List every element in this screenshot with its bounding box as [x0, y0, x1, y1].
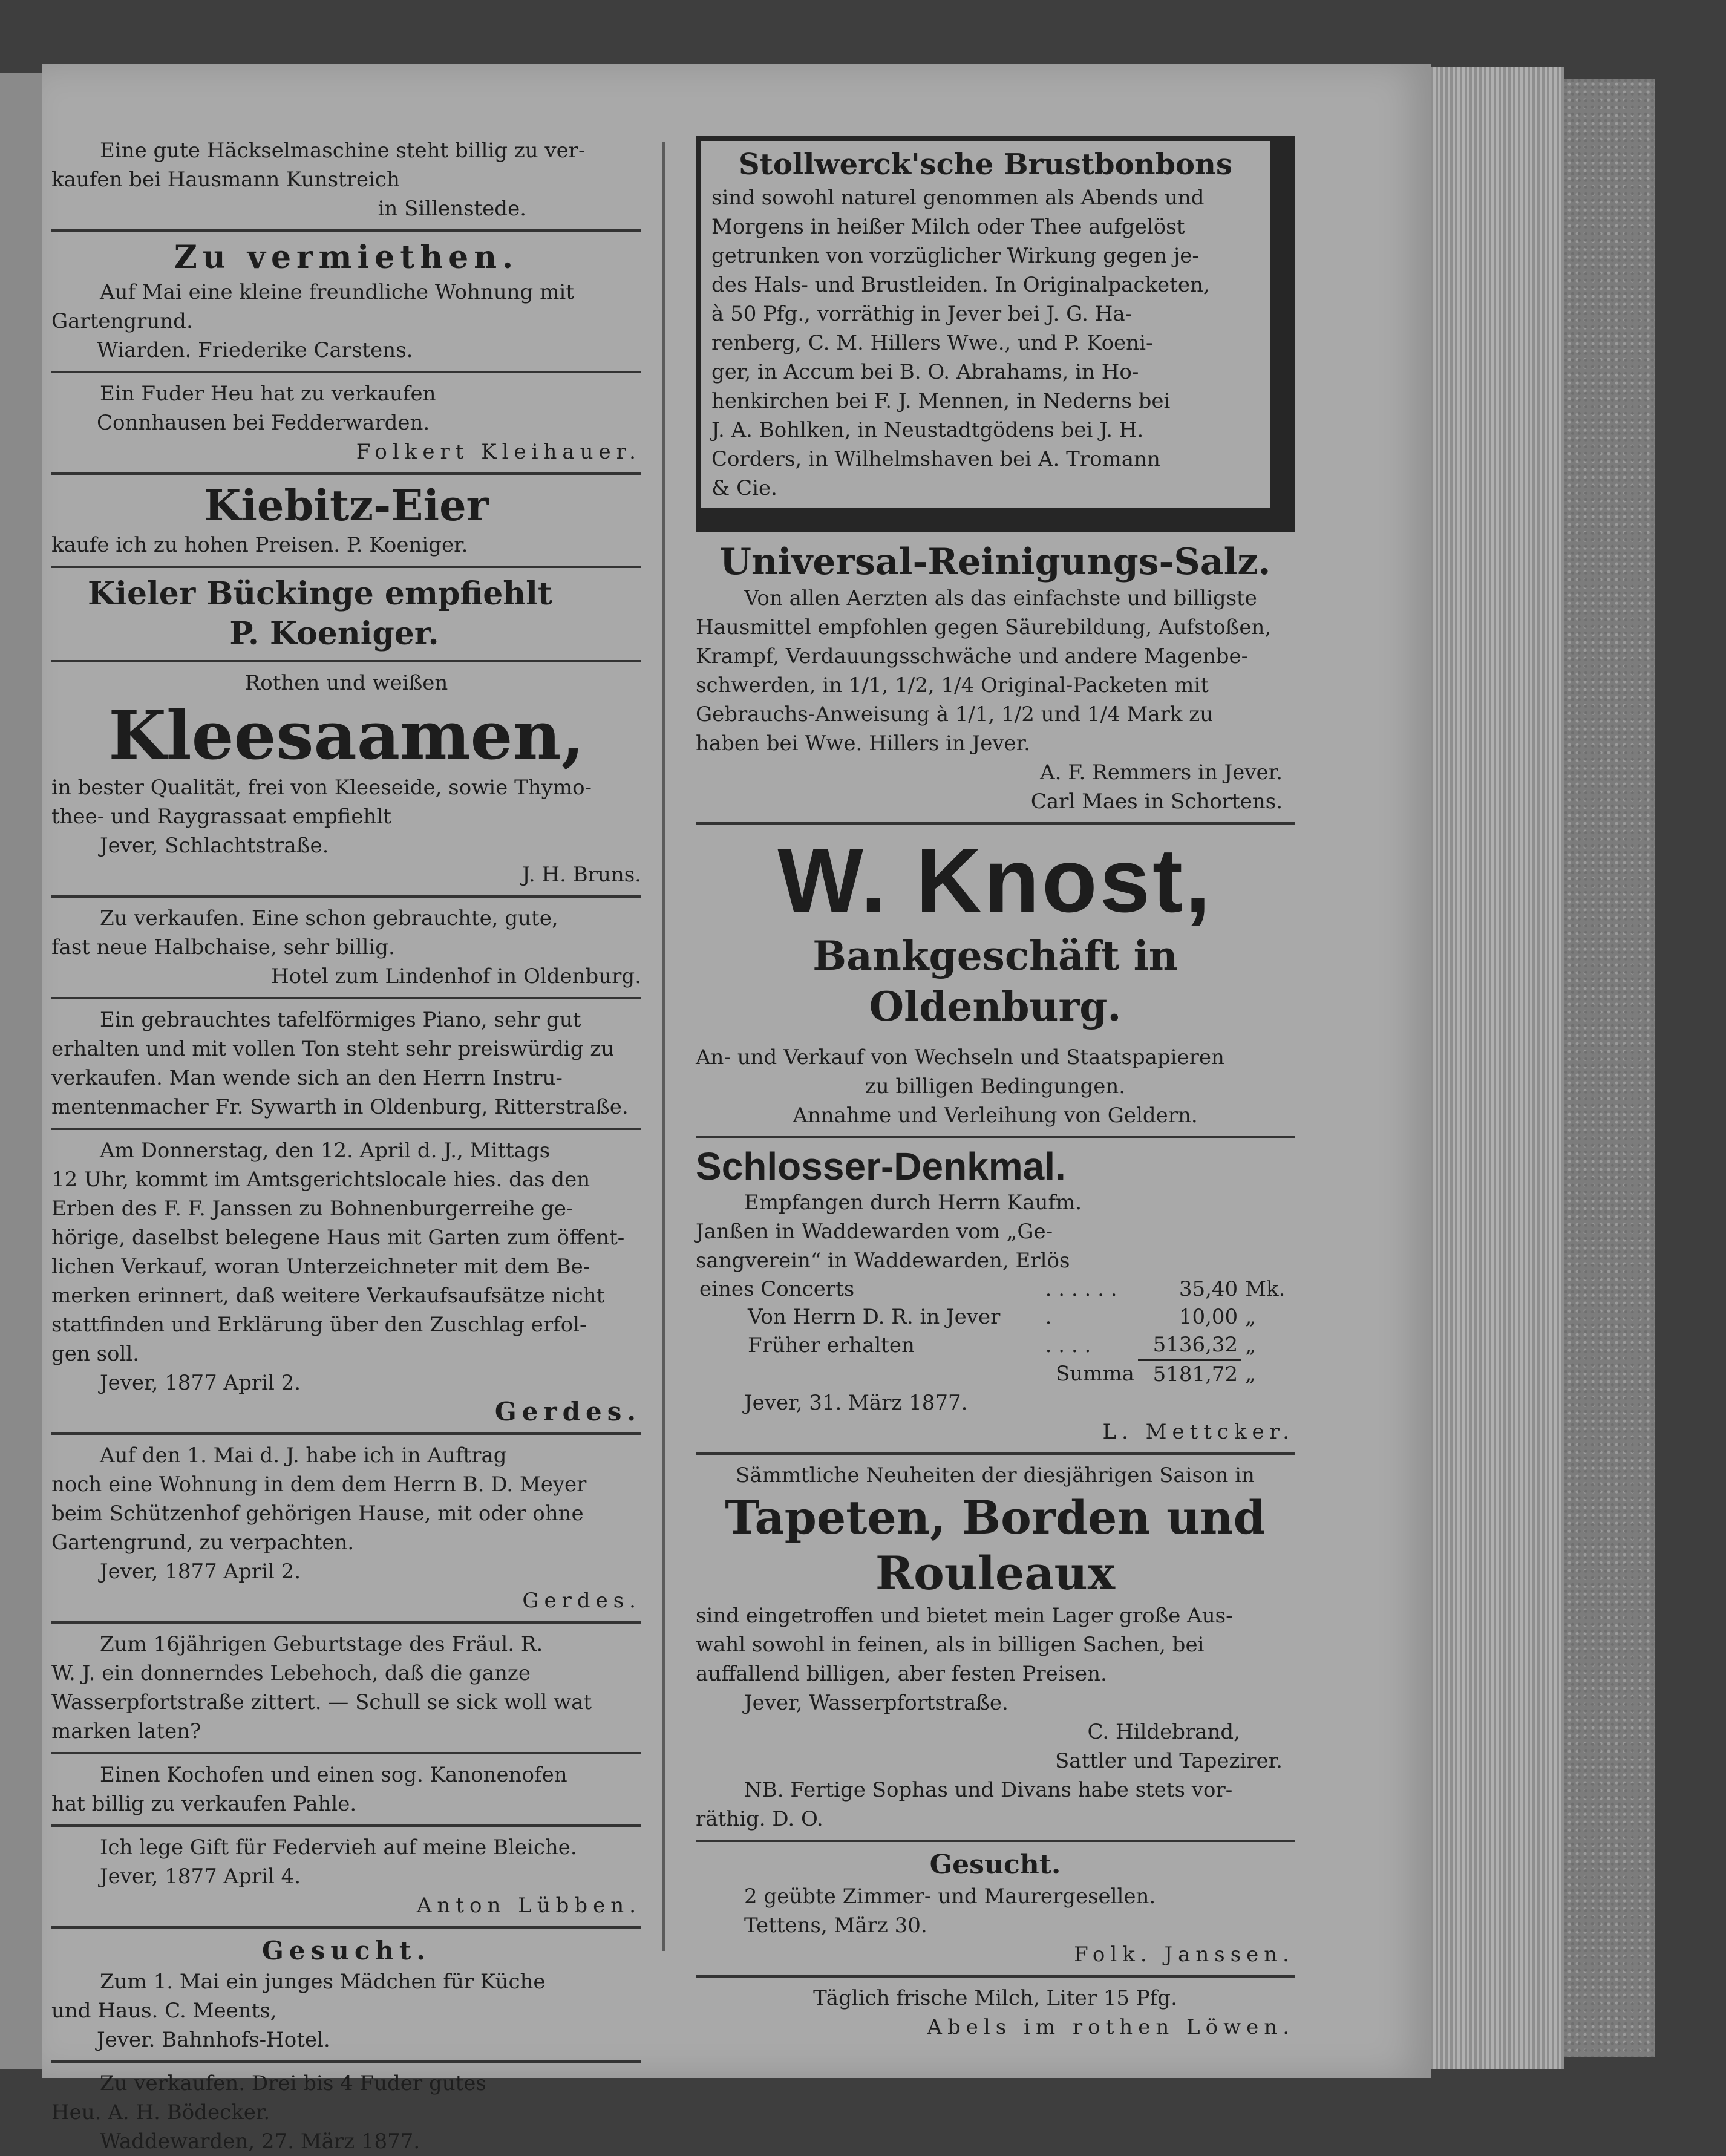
text-line: in Sillenstede.	[378, 197, 526, 221]
ad-piano	[51, 1005, 641, 1130]
ad-signature: Anton Lübben.	[416, 1893, 641, 1918]
row-unit: Mk.	[1245, 1277, 1286, 1301]
text-line: Connhausen bei Fedderwarden.	[97, 411, 430, 435]
row-unit: „	[1245, 1305, 1256, 1329]
text-line: & Cie.	[711, 476, 777, 500]
donation-table	[696, 1275, 1295, 1388]
text-line: fast neue Halbchaise, sehr billig.	[51, 935, 395, 959]
ad-heading: Tapeten, Borden und	[725, 1491, 1266, 1544]
text-line: gen soll.	[51, 1342, 140, 1366]
text-line: Gebrauchs-Anweisung à 1/1, 1/2 und 1/4 Mark zu	[696, 702, 1214, 727]
text-line: sind sowohl naturel genommen als Abends und	[711, 186, 1205, 210]
text-line: schwerden, in 1/1, 1/2, 1/4 Original-Packeten mit	[696, 673, 1209, 697]
table-row	[696, 1275, 1295, 1303]
ad-tapeten	[696, 1461, 1295, 1842]
text-line: Wiarden. Friederike Carstens.	[97, 338, 413, 362]
text-line: 12 Uhr, kommt im Amtsgerichtslocale hies. das den	[51, 1168, 590, 1192]
book-fore-edge	[1431, 67, 1564, 2069]
text-line: Corders, in Wilhelmshaven bei A. Tromann	[711, 447, 1160, 471]
ad-zu-vermiethen	[51, 238, 641, 373]
text-line: Folkert Kleihauer.	[356, 440, 641, 464]
table-row	[696, 1303, 1295, 1331]
text-line: Täglich frische Milch, Liter 15 Pfg.	[813, 1986, 1177, 2010]
column-rule	[662, 142, 665, 1951]
text-line: hörige, daselbst belegene Haus mit Garten zum öffent-	[51, 1226, 625, 1250]
ad-halbchaise	[51, 904, 641, 999]
text-line: Wasserpfortstraße zittert. — Schull se sick woll wat	[51, 1690, 592, 1714]
text-line: haben bei Wwe. Hillers in Jever.	[696, 731, 1030, 756]
text-line: C. Hildebrand,	[1087, 1720, 1240, 1744]
ad-geburtstag	[51, 1630, 641, 1754]
row-value: 35,40	[1178, 1277, 1238, 1301]
ad-heu-verkaufen	[51, 2069, 641, 2156]
text-line: Jever, 31. März 1877.	[744, 1391, 968, 1415]
ad-signature: Gerdes.	[494, 1397, 641, 1426]
row-label: Früher erhalten	[748, 1333, 915, 1357]
text-line: lichen Verkauf, woran Unterzeichneter mit dem Be-	[51, 1255, 590, 1279]
text-line: Tettens, März 30.	[744, 1913, 927, 1938]
ad-heading: Schlosser-Denkmal.	[696, 1145, 1066, 1188]
text-line: Ein gebrauchtes tafelförmiges Piano, sehr gut	[100, 1008, 581, 1032]
text-line: Jever, 1877 April 4.	[100, 1864, 301, 1889]
text-line: Am Donnerstag, den 12. April d. J., Mittags	[100, 1138, 551, 1163]
text-line: Hotel zum Lindenhof in Oldenburg.	[271, 964, 641, 988]
text-line: Erben des F. F. Janssen zu Bohnenburgerreihe ge-	[51, 1197, 574, 1221]
text-line: noch eine Wohnung in dem dem Herrn B. D. Meyer	[51, 1472, 587, 1497]
text-line: und Haus. C. Meents,	[51, 1999, 277, 2023]
text-line: Janßen in Waddewarden vom „Ge-	[696, 1220, 1053, 1244]
text-line: stattfinden und Erklärung über den Zuschlag erfol-	[51, 1313, 587, 1337]
right-column	[696, 136, 1295, 2042]
ad-heading: Kleesaamen,	[108, 696, 584, 774]
text-line: An- und Verkauf von Wechseln und Staatspapieren	[696, 1045, 1224, 1070]
ad-wohnung-verpachten	[51, 1441, 641, 1624]
text-line: Carl Maes in Schortens.	[1030, 789, 1283, 814]
text-line: NB. Fertige Sophas und Divans habe stets vor-	[744, 1778, 1233, 1802]
text-line: thee- und Raygrassaat empfiehlt	[51, 805, 391, 829]
ad-signature: Abels im rothen Löwen.	[927, 2015, 1295, 2039]
ad-heading: Kiebitz-Eier	[204, 480, 489, 531]
ad-milch	[696, 1984, 1295, 2042]
text-line: Jever. Bahnhofs-Hotel.	[97, 2028, 330, 2052]
text-line: marken laten?	[51, 1719, 201, 1743]
text-line: à 50 Pfg., vorräthig in Jever bei J. G. Ha-	[711, 302, 1133, 326]
row-unit: „	[1245, 1362, 1256, 1387]
text-line: merken erinnert, daß weitere Verkaufsaufsätze nicht	[51, 1284, 605, 1308]
ad-heading: Gesucht.	[262, 1936, 431, 1965]
text-line: verkaufen. Man wende sich an den Herrn Instru-	[51, 1066, 563, 1090]
ad-kiebitz-eier	[51, 481, 641, 568]
text-line: renberg, C. M. Hillers Wwe., und P. Koeni-	[711, 331, 1153, 355]
text-line: Annahme und Verleihung von Geldern.	[793, 1103, 1198, 1128]
text-line: erhalten und mit vollen Ton steht sehr preiswürdig zu	[51, 1037, 615, 1061]
text-line: A. F. Remmers in Jever.	[1040, 760, 1283, 785]
ad-signature: P. Koeniger.	[229, 615, 439, 652]
row-dots: .	[1045, 1305, 1052, 1329]
text-line: Jever, 1877 April 2.	[100, 1371, 301, 1395]
ad-schlosser-denkmal	[696, 1145, 1295, 1455]
text-line: beim Schützenhof gehörigen Hause, mit oder ohne	[51, 1501, 584, 1526]
row-value: 10,00	[1178, 1305, 1238, 1329]
text-line: zu billigen Bedingungen.	[865, 1074, 1126, 1099]
ad-kochofen	[51, 1760, 641, 1827]
text-line: J. A. Bohlken, in Neustadtgödens bei J. H.	[711, 418, 1144, 442]
text-line: getrunken von vorzüglicher Wirkung gegen je-	[711, 244, 1199, 268]
text-line: W. J. ein donnerndes Lebehoch, daß die ganze	[51, 1661, 531, 1685]
table-row	[696, 1360, 1295, 1389]
ad-haeckselmaschine	[51, 136, 641, 232]
text-line: Eine gute Häckselmaschine steht billig zu ver-	[100, 139, 586, 163]
ad-heading: Zu vermiethen.	[174, 239, 519, 276]
text-line: Gartengrund.	[51, 309, 193, 333]
text-line: Gartengrund, zu verpachten.	[51, 1530, 355, 1555]
ad-signature: Folk. Janssen.	[1074, 1942, 1295, 1967]
ad-gesucht-maedchen	[51, 1935, 641, 2063]
text-line: Zum 16jährigen Geburtstage des Fräul. R.	[100, 1632, 543, 1656]
text-line: Rothen und weißen	[244, 671, 448, 695]
text-line: Empfangen durch Herrn Kaufm.	[744, 1191, 1082, 1215]
text-line: Zu verkaufen. Eine schon gebrauchte, gute,	[100, 906, 558, 930]
row-value: 5181,72	[1152, 1362, 1238, 1387]
text-line: hat billig zu verkaufen Pahle.	[51, 1792, 357, 1816]
row-unit: „	[1245, 1333, 1256, 1357]
ad-knost	[696, 831, 1295, 1138]
ad-kieler-buckinge	[51, 574, 641, 662]
text-line: Jever, Schlachtstraße.	[100, 834, 329, 858]
text-line: Hausmittel empfohlen gegen Säurebildung, Aufstoßen,	[696, 615, 1272, 639]
row-label: Von Herrn D. R. in Jever	[748, 1305, 1001, 1329]
ad-gift-federvieh	[51, 1833, 641, 1929]
text-line: Zum 1. Mai ein junges Mädchen für Küche	[100, 1970, 546, 1994]
ad-gesucht-gesellen	[696, 1848, 1295, 1978]
text-line: Ich lege Gift für Federvieh auf meine Bleiche.	[100, 1835, 577, 1860]
text-line: Sämmtliche Neuheiten der diesjährigen Saison in	[736, 1463, 1255, 1488]
ad-heading: Universal-Reinigungs-Salz.	[719, 541, 1271, 583]
text-line: 2 geübte Zimmer- und Maurergesellen.	[744, 1884, 1156, 1909]
table-row	[696, 1331, 1295, 1360]
ad-heading: Gesucht.	[929, 1849, 1061, 1880]
row-dots: . . . .	[1045, 1333, 1091, 1357]
text-line: Zu verkaufen. Drei bis 4 Fuder gutes	[100, 2071, 486, 2096]
text-line: Von allen Aerzten als das einfachste und billigste	[744, 586, 1257, 610]
ad-heading: Stollwerck'sche Brustbonbons	[739, 148, 1232, 181]
text-line: sind eingetroffen und bietet mein Lager große Aus-	[696, 1604, 1233, 1628]
text-line: Morgens in heißer Milch oder Thee aufgelöst	[711, 215, 1185, 239]
row-label: Summa	[1055, 1362, 1134, 1387]
text-line: kaufen bei Hausmann Kunstreich	[51, 168, 400, 192]
text-line: wahl sowohl in feinen, als in billigen Sachen, bei	[696, 1633, 1205, 1657]
ad-signature: Gerdes.	[522, 1589, 641, 1613]
row-label: eines Concerts	[699, 1277, 855, 1301]
ad-subheading: Bankgeschäft in Oldenburg.	[812, 932, 1178, 1030]
ad-universal-salz	[696, 540, 1295, 825]
ad-fuder-heu	[51, 379, 641, 475]
ad-heading: Rouleaux	[875, 1546, 1116, 1600]
text-line: Ein Fuder Heu hat zu verkaufen	[100, 382, 436, 406]
text-line: Jever, Wasserpfortstraße.	[744, 1691, 1008, 1715]
text-line: Heu. A. H. Bödecker.	[51, 2100, 270, 2125]
text-line: ger, in Accum bei B. O. Abrahams, in Ho-	[711, 360, 1139, 384]
text-line: Sattler und Tapezirer.	[1055, 1749, 1283, 1773]
text-line: Auf den 1. Mai d. J. habe ich in Auftrag	[100, 1443, 507, 1468]
text-line: Einen Kochofen und einen sog. Kanonenofen	[100, 1763, 567, 1787]
ad-signature: L. Mettcker.	[1102, 1420, 1295, 1444]
text-line: sangverein“ in Waddewarden, Erlös	[696, 1249, 1070, 1273]
text-line: mentenmacher Fr. Sywarth in Oldenburg, Ritterstraße.	[51, 1095, 629, 1119]
text-line: Waddewarden, 27. März 1877.	[100, 2129, 420, 2154]
text-line: auffallend billigen, aber festen Preisen.	[696, 1662, 1107, 1686]
ad-kleesaamen	[51, 668, 641, 898]
text-line: henkirchen bei F. J. Mennen, in Nederns bei	[711, 389, 1171, 413]
ad-verkauf-haus	[51, 1136, 641, 1435]
book-cover-edge	[1564, 79, 1655, 2057]
row-dots: . . . . . .	[1045, 1277, 1117, 1301]
text-line: Jever, 1877 April 2.	[100, 1560, 301, 1584]
text-line: Krampf, Verdauungsschwäche und andere Magenbe-	[696, 644, 1249, 668]
text-line: des Hals- und Brustleiden. In Originalpacketen,	[711, 273, 1210, 297]
text-line: Auf Mai eine kleine freundliche Wohnung mit	[100, 280, 574, 304]
ad-heading: W. Knost,	[777, 829, 1213, 931]
text-line: kaufe ich zu hohen Preisen. P. Koeniger.	[51, 533, 468, 557]
text-line: räthig. D. O.	[696, 1807, 823, 1831]
ad-heading: Kieler Bückinge empfiehlt	[88, 575, 552, 612]
text-line: in bester Qualität, frei von Kleeseide, sowie Thymo-	[51, 776, 592, 800]
left-column	[51, 136, 641, 2156]
previous-page-edge	[0, 73, 42, 2069]
text-line: J. H. Bruns.	[521, 863, 641, 887]
ad-stollwerck	[696, 136, 1295, 532]
row-value: 5136,32	[1138, 1331, 1241, 1360]
